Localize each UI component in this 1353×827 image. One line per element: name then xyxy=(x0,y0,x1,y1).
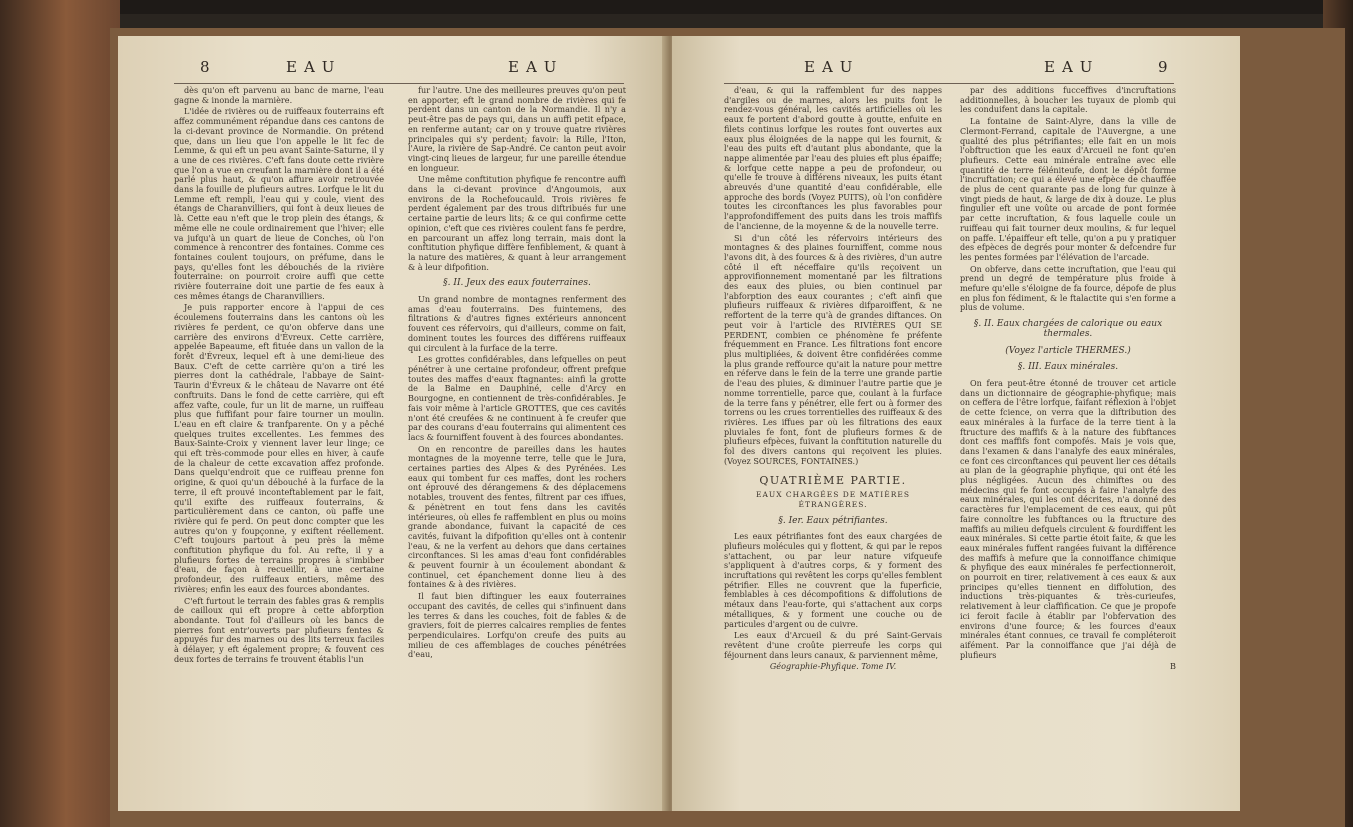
page-number: 8 xyxy=(200,58,210,76)
paragraph: Les eaux pétrifiantes font des eaux chargées de plufieurs molécules qui y flottent, & qui par le repos s'attachent, ou par leur nature vifqueufe s'appliquent à d'autres corps, & y forment des incruftations qui revêtent les corps qu'elles femblent pétrifier. Elles ne couvrent que la fuperficie, femblables à ces décompofitions & diffolutions de métaux dans l'eau-forte, qui s'attachent aux corps métalliques, & y forment une couche ou de particules d'argent ou de cuivre. xyxy=(724,531,942,629)
paragraph: fur l'autre. Une des meilleures preuves qu'on peut en apporter, eft le grand nombre de rivières qui fe perdent dans un canton de la Normandie. Il n'y a peut-être pas de pays qui, dans un auffi petit efpace, en renferme autant; car on y trouve quatre rivières principales qui s'y perdent; favoir: la Rille, l'Iton, l'Aure, la rivière de Sap-André. Ce canton peut avoir vingt-cinq lieues de largeur, fur une pareille étendue en longueur. xyxy=(408,85,626,173)
text-column xyxy=(960,86,1176,674)
paragraph: Une même conftitution phyfique fe rencontre auffi dans la ci-devant province d'Angoumois, aux environs de la Rochefoucauld. Trois rivières fe perdent également par des trous diftribués fur une certaine partie de leurs lits; & ce qui confirme cette opinion, c'eft que ces rivières coulent fans fe perdre, en parcourant un affez long terrain, mais dont la conftitution phyfique diffère fenfiblement, & quant à la nature des matières, & quant à leur arrangement & à leur difpofition. xyxy=(408,174,626,272)
book-binding-left xyxy=(0,0,120,827)
section-heading: §. III. Eaux minérales. xyxy=(1017,362,1119,373)
paragraph: La fontaine de Saint-Alyre, dans la ville de Clermont-Ferrand, capitale de l'Auvergne, a une qualité des plus pétrifiantes; elle fait en un mois l'obftruction que les eaux d'Arcueil ne font qu'en plufieurs. Cette eau minérale entraîne avec elle quantité de terre féléniteufe, dont le dépôt forme l'incruftation; ce qui a élevé une efpèce de chauffée de plus de cent quarante pas de long fur quinze à vingt pieds de haut, & large de dix à douze. Le plus fingulier eft une voûte ou arcade de pont formée par cette incruftation, & fous laquelle coule un ruiffeau qui fait tourner deux moulins, & fur lequel on paffe. L'épaiffeur eft telle, qu'on a pu y pratiquer des efpèces de degrés pour monter & defcendre fur les pentes formées par l'élévation de l'arcade. xyxy=(960,116,1176,262)
paragraph: On fera peut-être étonné de trouver cet article dans un dictionnaire de géographie-phyfique; mais on ceffera de l'être lorfque, faifant réflexion à l'objet de cette fcience, on verra que la diftribution des eaux minérales à la furface de la terre tient à la ftructure des maffifs & à la nature des fubftances dont ces maffifs font compofés. Mais je vois que, dans l'examen & dans l'analyfe des eaux minérales, ce font ces circonftances qui peuvent lier ces détails au plan de la géographie phyfique, qui ont été les plus négligées. Aucun des chimiftes ou des médecins qui fe font occupés à faire l'analyfe des eaux minérales, qui les ont décrites, n'a donné des caractères fur l'emplacement de ces eaux, qui pût faire connoître les fubftances ou la ftructure des maffifs au milieu defquels circulent & fourdiffent les eaux minérales. Si cette partie étoit faite, & que les eaux minérales fuffent rangées fuivant la différence des maffifs à mefure que la connoiffance chimique & phyfique des eaux minérales fe perfectionneroit, on pourroit en tirer, relativement à ces eaux & aux principes qu'elles tiennent en diffolution, des inductions très-piquantes & très-curieufes, relativement à leur claffification. Ce que je propofe ici feroit facile à établir par l'obfervation des environs d'une fource; & les fources d'eaux minérales étant connues, ce travail fe compléteroit aifément. Par la connoiffance que j'ai déjà de plufieurs xyxy=(960,377,1176,660)
signature-mark: B xyxy=(1170,661,1176,672)
paragraph: dès qu'on eft parvenu au banc de marne, l'eau gagne & inonde la marnière. xyxy=(174,85,384,105)
paragraph: Il faut bien diftinguer les eaux fouterraines occupant des cavités, de celles qui s'infinuent dans les terres & dans les couches, foit de fables & de graviers, foit de pierres calcaires remplies de fentes perpendiculaires. Lorfqu'on creufe des puits au milieu de ces affemblages de couches pénétrées d'eau, xyxy=(408,591,626,660)
part-heading: QUATRIÈME PARTIE. xyxy=(759,474,907,488)
header-rule xyxy=(174,83,624,84)
paragraph: d'eau, & qui la raffemblent fur des nappes d'argiles ou de marnes, alors les puits font le rendez-vous général, les cavités artificielles où les eaux fe portent d'abord goutte à goutte, enfuite en filets continus lorfque les routes font ouvertes aux eaux plus éloignées de la nappe qui les fournit, & l'eau des puits eft d'autant plus abondante, que la nappe alimentée par l'eau des pluies eft plus épaiffe; & lorfque cette nappe a peu de profondeur, ou qu'elle fe trouve à différens niveaux, les puits étant abreuvés d'une quantité d'eau confidérable, elle approche des bords (Voyez PUITS), où l'on confidère toutes les circonftances les plus favorables pour l'approfondiffement des puits dans les trois maffifs de l'ancienne, de la moyenne & de la nouvelle terre. xyxy=(724,85,942,231)
running-head: EAU xyxy=(804,58,860,76)
page-number: 9 xyxy=(1158,58,1168,76)
section-heading: §. II. Eaux chargées de calorique ou eaux thermales. xyxy=(973,319,1163,339)
paragraph: Un grand nombre de montagnes renferment des amas d'eau fouterrains. Des fuintemens, des filtrations & d'autres fignes extérieurs annoncent fouvent ces réfervoirs, qui d'ailleurs, comme on fait, dominent toutes les fources des différens ruiffeaux qui circulent à la furface de la terre. xyxy=(408,294,626,353)
section-heading: §. Ier. Eaux pétrifiantes. xyxy=(778,515,888,526)
part-subheading: EAUX CHARGÉES DE MATIÈRES ÉTRANGÈRES. xyxy=(756,490,910,509)
right-page xyxy=(672,36,1240,811)
paragraph: Les grottes confidérables, dans lefquelles on peut pénétrer à une certaine profondeur, offrent prefque toutes des maffes d'eaux ftagnantes: ainfi la grotte de la Balme en Dauphiné, celle d'Arcy en Bourgogne, en contiennent de très-confidérables. Je fais voir même à l'article GROTTES, que ces cavités n'ont été creufées & ne continuent à fe creufer que par des courans d'eau fouterrains qui alimentent ces lacs & fourniffent fouvent à des fources abondantes. xyxy=(408,354,626,442)
left-page xyxy=(118,36,666,811)
paragraph: Je puis rapporter encore à l'appui de ces écoulemens fouterrains dans les cantons où les rivières fe perdent, ce qu'on obferve dans une carrière des environs d'Évreux. Cette carrière, appelée Bapeaume, eft fituée dans un vallon de la forêt d'Évreux, lequel eft à une demi-lieue des Baux. C'eft de cette carrière qu'on a tiré les pierres dont la cathédrale, l'abbaye de Saint-Taurin d'Évreux & le château de Navarre ont été conftruits. Dans le fond de cette carrière, qui eft affez vafte, coule, fur un lit de marne, un ruiffeau plus que fuffifant pour faire tourner un moulin. L'eau en eft claire & tranfparente. On y a pêché quelques truites excellentes. Les femmes des Baux-Sainte-Croix y viennent laver leur linge; ce qui eft très-commode pour elles en hiver, à caufe de la chaleur de cette excavation affez profonde. Dans quelqu'endroit que ce ruiffeau prenne fon origine, & quoi qu'un débouché à la furface de la terre, il eft prouvé inconteftablement par le fait, qu'il exifte des ruiffeaux fouterrains, & particulièrement dans ce canton, où paffe une rivière qui fe perd. On peut donc compter que les autres qu'on y foupçonne, y exiftent réellement. C'eft toujours partout à peu près la même conftitution phyfique du fol. Au refte, il y a plufieurs fortes de terrains propres à s'imbiber d'eau, de façon à recueillir, à une certaine profondeur, des ruiffeaux entiers, même des rivières; enfin les eaux des fources abondantes. xyxy=(174,302,384,594)
text-column xyxy=(408,86,626,662)
paragraph: C'eft furtout le terrain des fables gras & remplis de cailloux qui eft propre à cette abforption abondante. Tout fol d'ailleurs où les bancs de pierres font entr'ouverts par plufieurs fentes & appuyés fur des marnes ou des lits terreux faciles à délayer, y eft également propre; & fouvent ces deux fortes de terrains fe trouvent établis l'un xyxy=(174,595,384,664)
paragraph: L'idée de rivières ou de ruiffeaux fouterrains eft affez communément répandue dans ces cantons de la ci-devant province de Normandie. On prétend que, dans un lieu que l'on appelle le lit fec de Lemme, & qui eft un peu avant Sainte-Saturne, il y a une de ces rivières. C'eft fans doute cette rivière que l'on a vue en creufant la marnière dont il a été parlé plus haut, & qu'on affure avoir retrouvée dans la fouille de plufieurs autres. Lorfque le lit du Lemme eft rempli, l'eau qui y coule, vient des étangs de Charanvilliers, qui font à deux lieues de là. Cette eau n'eft que le trop plein des étangs, & même elle ne coule ordinairement que l'hiver; elle va jufqu'à un quart de lieue de Conches, où l'on commence à rencontrer des fontaines. Comme ces fontaines coulent toujours, on préfume, dans le pays, qu'elles font les débouchés de la rivière fouterraine: on pourroit croire auffi que cette rivière fouterraine doit une partie de fes eaux à ces mêmes étangs de Charanvilliers. xyxy=(174,106,384,301)
running-head: EAU xyxy=(508,58,564,76)
paragraph: On obferve, dans cette incruftation, que l'eau qui prend un degré de température plus froide à mefure qu'elle s'éloigne de fa fource, dépofe de plus en plus fon fédiment, & le ftalactite qui s'en forme a plus de volume. xyxy=(960,263,1176,313)
cross-reference: (Voyez l'article THERMES.) xyxy=(1005,345,1131,356)
section-heading: §. II. Jeux des eaux fouterraines. xyxy=(443,278,591,289)
paragraph: Si d'un côté les réfervoirs intérieurs des montagnes & des plaines fourniffent, comme nous l'avons dit, à des fources & à des rivières, d'un autre côté il eft néceffaire qu'ils reçoivent un approvifionnement momentané par les filtrations des eaux des pluies, ou bien continuel par l'abforption des eaux courantes ; c'eft ainfi que plufieurs ruiffeaux & rivières difparoiffent, & ne reffortent de la terre qu'à de grandes diftances. On peut voir à l'article des RIVIÈRES QUI SE PERDENT, combien ce phénomène fe préfente fréquemment en France. Les filtrations font encore plus multipliées, & doivent être confidérées comme la plus grande reffource qu'ait la nature pour mettre en réferve dans le fein de la terre une grande partie de l'eau des pluies, & diminuer l'autre partie que je nomme torrentielle, parce que, coulant à la furface de la terre fans y pénétrer, elle fert ou à former des torrens ou les crues torrentielles des ruiffeaux & des rivières. Les iffues par où les filtrations des eaux pluviales fe font, font de plufieurs formes & de plufieurs efpèces, fuivant la conftitution naturelle du fol des divers cantons qui reçoivent les pluies. (Voyez SOURCES, FONTAINES.) xyxy=(724,232,942,466)
paragraph: par des additions fucceffives d'incruftations additionnelles, à boucher les tuyaux de plomb qui les conduifent dans la capitale. xyxy=(960,85,1176,115)
text-column xyxy=(724,86,942,674)
paragraph: On en rencontre de pareilles dans les hautes montagnes de la moyenne terre, telle que le Jura, certaines parties des Alpes & des Pyrénées. Les eaux qui tombent fur ces maffes, dont les rochers ont éprouvé des dérangemens & des déplacemens notables, trouvent des fentes, filtrent par ces iffues, & pénètrent en tout fens dans les cavités intérieures, où elles fe raffemblent en plus ou moins grande abondance, fuivant la capacité de ces cavités, fuivant la difpofition qu'elles ont à contenir l'eau, & ne la verfent au dehors que dans certaines circonftances. Si les amas d'eau font confidérables & peuvent fournir à un écoulement abondant & continuel, cet épanchement donne lieu à des fontaines & à des rivières. xyxy=(408,443,626,590)
running-head: EAU xyxy=(286,58,342,76)
running-head: EAU xyxy=(1044,58,1100,76)
footer-title: Géographie-Phyfique. Tome IV. xyxy=(769,661,897,672)
scan-top-band xyxy=(0,0,1353,14)
paragraph: Les eaux d'Arcueil & du pré Saint-Gervais revêtent d'une croûte pierreufe les corps qui féjournent dans leurs canaux, & parviennent même, xyxy=(724,630,942,660)
header-rule xyxy=(724,83,1174,84)
text-column xyxy=(174,86,384,666)
